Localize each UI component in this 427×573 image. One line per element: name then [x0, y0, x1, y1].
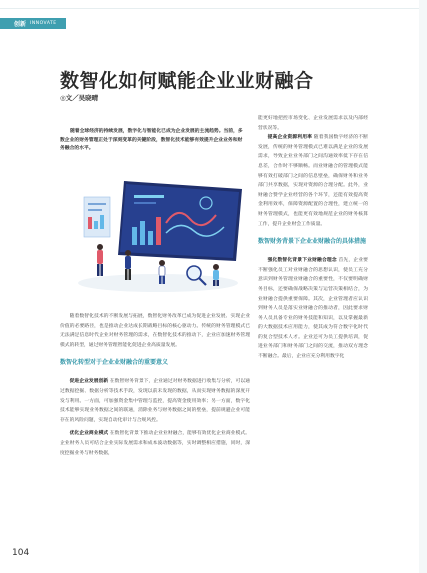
intro-paragraph: 随着数智化技术的不断发展与拓展，数智化财务改革已成为促进企业发展、实现企业价值的必要路径，也是推动企业达成长期战略目标的核心驱动力。传统的财务管理模式已无法满足信息时代企业对财务管理的需求，在数智化技术的推动下，企业应加速财务管理模式的转型，通过财务管理智能化促进企业高质量发展。: [60, 314, 250, 348]
body-paragraph: [258, 133, 368, 229]
abstract: 随着全球经济的持续发展，数字化与智能化已成为企业发展的主流趋势。当前，多数企业的财务管理正处于深刻变革的关键阶段，数智化技术能够有效提升企业业务和财务融合的水平。: [60, 129, 243, 151]
paragraph-lead: 提高企业资源利用率: [267, 135, 313, 141]
right-column: [258, 114, 368, 362]
body-paragraph: [60, 377, 250, 425]
body-paragraph: [258, 256, 368, 362]
body-paragraph: 能更好地把控市场变化、企业发展需求以及内部经营状况等。: [258, 116, 368, 131]
left-column: [60, 312, 250, 458]
section-heading: 数智财务背景下企业业财融合的具体措施: [258, 238, 367, 246]
section-heading: 数智化转型对于企业业财融合的重要意义: [60, 359, 169, 367]
paragraph-text: 首先，企业要不断强化员工对业财融合的思想认识，使员工充分意识到财务管理业财融合的重要性，不仅要明确财务目标，还要确保战略决策与运营决策相结合，为业财融合提供重要保障。其次，企业管理者应认识到财务人员是落实业财融合的推动者，因此要求财务人员具备专业的财务技能和知识，以及掌握最新的大数据技术应用能力，使其成为符合数字化时代的复合型技术人才。企业还可为员工提供培训，促进业务部门和财务部门之间的交流，推动双方理念不断融合。最后，企业应充分利用数字化: [258, 258, 368, 360]
paragraph-text: 在数智化背景下推动企业业财融合，能够有效优化企业商业模式。企业财务人员可结合企业实际发展需求和成本波动数据等，实时调整相应措施，同时，深度挖掘业务与财务数据，: [60, 431, 250, 456]
article-title: 数智化如何赋能企业业财融合: [60, 70, 314, 92]
section-tab: [0, 18, 66, 29]
page-number: 104: [12, 548, 30, 558]
section-label-cn: 创新: [14, 21, 27, 28]
stats-panel-icon: [84, 197, 110, 237]
author-byline: ◎文／吴晓晴: [60, 94, 99, 102]
data-dashboard-illustration: [66, 175, 250, 295]
paragraph-text: 在数智财务背景下，企业通过对财务数据进行收集与分析，可以通过数据挖掘、数据分析等技术手段，发现以前未发现的数据，从而实现财务数据的深度开发与利用。一方面，可加强资金集中管理与监控，提高资金使用效率；另一方面，数字化技术能够实现业务数据之间的联通，消除业务与财务数据之间的壁垒，提前规避企业可能存在的风险问题，实现自动化审计与合规风控。: [60, 379, 250, 423]
person-figure-icon: [97, 244, 103, 276]
paragraph-lead: 强化数智化背景下业财融合理念: [267, 258, 337, 264]
paragraph-lead: 促进企业发展创新: [69, 379, 109, 385]
paragraph-text: 随着我国数字经济的不断发展，传统的财务管理模式已难以满足企业的发展需求，导致企业业务部门之间沟通效率低下存在信息差，合作时不够顺畅。而业财融合的管理模式能够有效打破部门之间的信息壁垒，确保财务和业务部门共享数据，实现对资源的合理分配。此外，业财融合赞学企业经营的各个环节，还能有效提高资金利用效率，保障资源配置的合理性，建立统一的财务管理模式，也能更有效地规范企业的财务核算工作，提升企业财会工作质量。: [258, 135, 368, 227]
section-label-en: INNOVATE: [30, 21, 57, 26]
dashboard-screen-icon: [118, 181, 242, 261]
page-edge: [419, 0, 427, 573]
paragraph-lead: 优化企业商业模式: [69, 431, 109, 437]
body-paragraph: [60, 429, 250, 458]
top-rule: [0, 8, 427, 9]
